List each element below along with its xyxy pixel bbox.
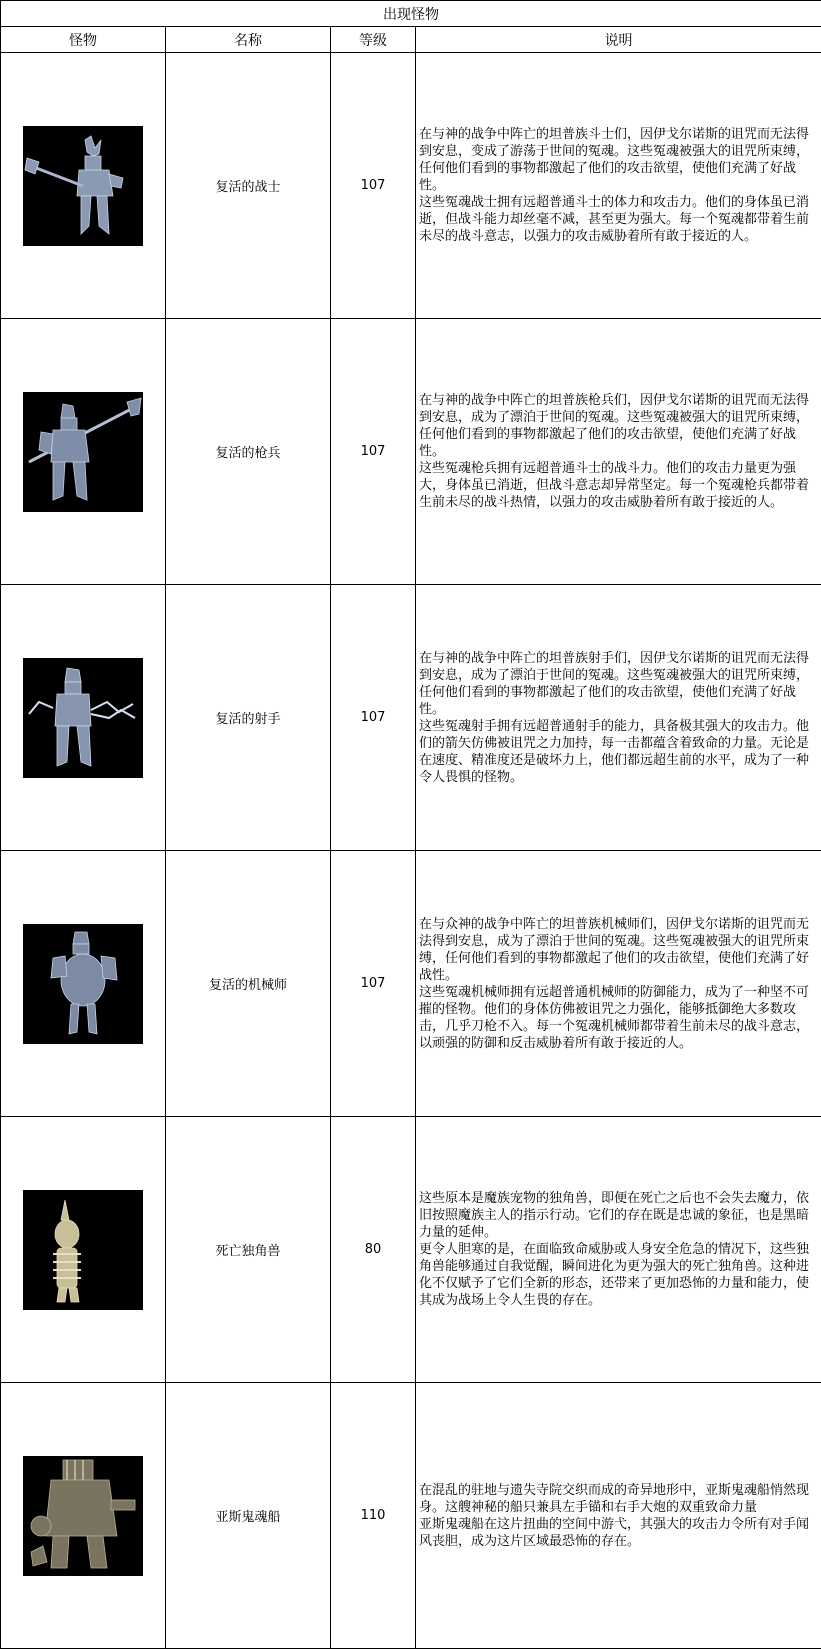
monster-name: 复活的枪兵 <box>166 319 331 585</box>
monster-name: 复活的机械师 <box>166 851 331 1117</box>
revived-mechanic-portrait <box>23 924 143 1044</box>
monster-name: 亚斯鬼魂船 <box>166 1383 331 1649</box>
monster-level: 107 <box>331 319 416 585</box>
header-description: 说明 <box>416 27 821 53</box>
monster-level: 110 <box>331 1383 416 1649</box>
header-monster: 怪物 <box>1 27 166 53</box>
death-unicorn-portrait <box>23 1190 143 1310</box>
monster-name: 死亡独角兽 <box>166 1117 331 1383</box>
revived-archer-portrait <box>23 658 143 778</box>
monster-description <box>416 851 821 1117</box>
description-paragraph: 这些原本是魔族宠物的独角兽，即便在死亡之后也不会失去魔力，依旧按照魔族主人的指示行动。它们的存在既是忠诚的象征，也是黑暗力量的延伸。 <box>419 1191 810 1240</box>
description-paragraph: 在与神的战争中阵亡的坦普族斗士们，因伊戈尔诺斯的诅咒而无法得到安息，变成了游荡于世间的冤魂。这些冤魂被强大的诅咒所束缚，任何他们看到的事物都激起了他们的攻击欲望，使他们充满了好战性。 <box>419 127 810 193</box>
monster-level: 107 <box>331 851 416 1117</box>
description-paragraph: 更令人胆寒的是，在面临致命威胁或人身安全危急的情况下，这些独角兽能够通过自我觉醒，瞬间进化为更为强大的死亡独角兽。这种进化不仅赋予了它们全新的形态，还带来了更加恐怖的力量和能力，使其成为战场上令人生畏的存在。 <box>419 1242 810 1308</box>
description-paragraph: 亚斯鬼魂船在这片扭曲的空间中游弋，其强大的攻击力令所有对手闻风丧胆，成为这片区域最恐怖的存在。 <box>419 1516 810 1549</box>
monster-level: 107 <box>331 53 416 319</box>
table-row <box>1 1117 821 1383</box>
monster-level: 107 <box>331 585 416 851</box>
table-row <box>1 1383 821 1649</box>
description-paragraph: 这些冤魂机械师拥有远超普通机械师的防御能力，成为了一种坚不可摧的怪物。他们的身体仿佛被诅咒之力强化，能够抵御绝大多数攻击，几乎刀枪不入。每一个冤魂机械师都带着生前未尽的战斗意志，以顽强的防御和反击威胁着所有敢于接近的人。 <box>419 984 810 1051</box>
revived-spearman-portrait <box>23 392 143 512</box>
monster-description <box>416 1383 821 1649</box>
revived-warrior-portrait <box>23 126 143 246</box>
monster-description <box>416 585 821 851</box>
monster-name: 复活的射手 <box>166 585 331 851</box>
description-paragraph: 这些冤魂战士拥有远超普通斗士的体力和攻击力。他们的身体虽已消逝，但战斗能力却丝毫不减，甚至更为强大。每一个冤魂都带着生前未尽的战斗意志，以强力的攻击威胁着所有敢于接近的人。 <box>419 195 810 244</box>
description-paragraph: 在混乱的驻地与遗失寺院交织而成的奇异地形中，亚斯鬼魂船悄然现身。这艘神秘的船只兼具左手锚和右手大炮的双重致命力量 <box>419 1482 810 1515</box>
table-row <box>1 319 821 585</box>
table-title: 出现怪物 <box>1 1 821 27</box>
description-paragraph: 这些冤魂射手拥有远超普通射手的能力，具备极其强大的攻击力。他们的箭矢仿佛被诅咒之力加持，每一击都蕴含着致命的力量。无论是在速度、精准度还是破坏力上，他们都远超生前的水平，成为了一种令人畏惧的怪物。 <box>419 718 810 785</box>
table-row <box>1 585 821 851</box>
description-paragraph: 在与众神的战争中阵亡的坦普族机械师们，因伊戈尔诺斯的诅咒而无法得到安息，成为了漂泊于世间的冤魂。这些冤魂被强大的诅咒所束缚，任何他们看到的事物都激起了他们的攻击欲望，使他们充满了好战性。 <box>419 916 810 983</box>
monster-level: 80 <box>331 1117 416 1383</box>
header-level: 等级 <box>331 27 416 53</box>
aspid-ghost-ship-portrait <box>23 1456 143 1576</box>
header-name: 名称 <box>166 27 331 53</box>
monster-description <box>416 319 821 585</box>
description-paragraph: 这些冤魂枪兵拥有远超普通斗士的战斗力。他们的攻击力量更为强大，身体虽已消逝，但战斗意志却异常坚定。每一个冤魂枪兵都带着生前未尽的战斗热情，以强力的攻击威胁着所有敢于接近的人。 <box>419 461 810 510</box>
monster-description <box>416 53 821 319</box>
monster-description <box>416 1117 821 1383</box>
table-row <box>1 53 821 319</box>
table-row <box>1 851 821 1117</box>
monster-name: 复活的战士 <box>166 53 331 319</box>
description-paragraph: 在与神的战争中阵亡的坦普族射手们，因伊戈尔诺斯的诅咒而无法得到安息，成为了漂泊于世间的冤魂。这些冤魂被强大的诅咒所束缚，任何他们看到的事物都激起了他们的攻击欲望，使他们充满了好战性。 <box>419 650 810 717</box>
description-paragraph: 在与神的战争中阵亡的坦普族枪兵们，因伊戈尔诺斯的诅咒而无法得到安息，成为了漂泊于世间的冤魂。这些冤魂被强大的诅咒所束缚，任何他们看到的事物都激起了他们的攻击欲望，使他们充满了好战性。 <box>419 393 810 459</box>
